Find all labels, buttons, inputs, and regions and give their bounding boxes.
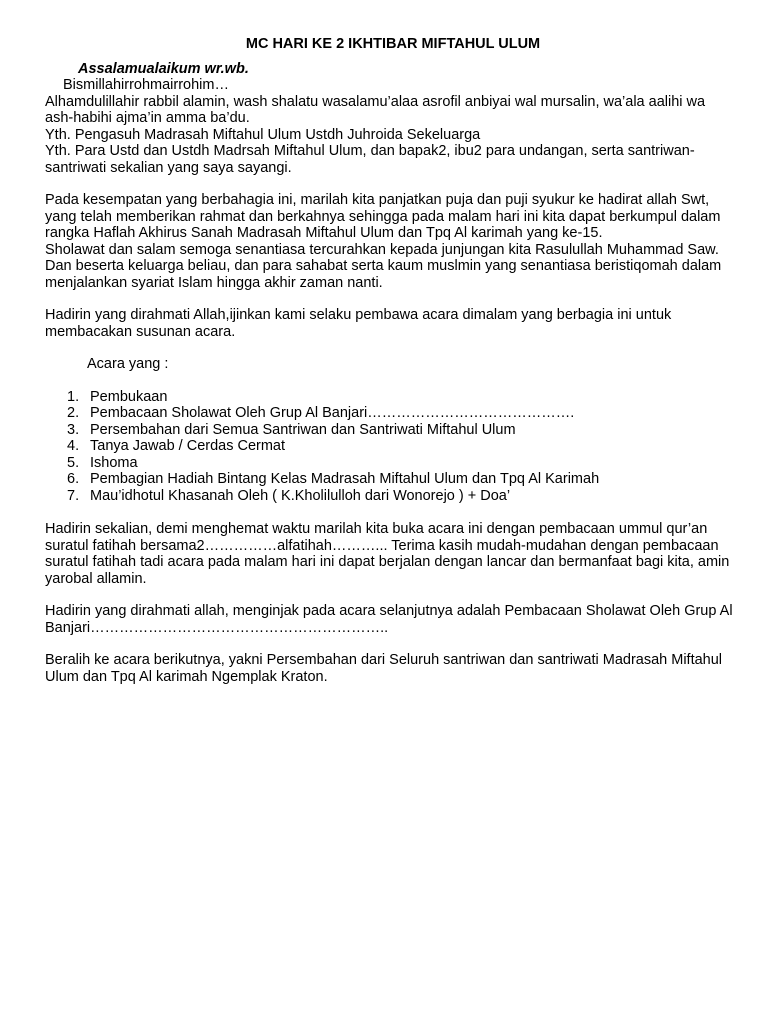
paragraph-sholawat-grup: Hadirin yang dirahmati allah, menginjak pada acara selanjutnya adalah Pembacaan Sholawat Oleh Grup Al Banjari……………………………………………………..	[45, 603, 733, 636]
list-item-text: Pembagian Hadiah Bintang Kelas Madrasah Miftahul Ulum dan Tpq Al Karimah	[90, 471, 600, 487]
list-item-number: 5.	[67, 454, 80, 471]
salam-greeting: Assalamualaikum wr.wb.	[78, 60, 249, 77]
document-title: MC HARI KE 2 IKHTIBAR MIFTAHUL ULUM	[245, 36, 541, 52]
paragraph-izin: Hadirin yang dirahmati Allah,ijinkan kami selaku pembawa acara dimalam yang berbagia ini untuk membacakan susunan acara.	[45, 307, 672, 340]
list-item	[45, 455, 735, 472]
list-item	[45, 422, 735, 439]
list-item	[45, 405, 735, 422]
paragraph-sholawat: Sholawat dan salam semoga senantiasa tercurahkan kepada junjungan kita Rasulullah Muhammad Saw. Dan beserta keluarga beliau, dan para sahabat serta kaum muslmin yang senantiasa beristiqomah dalam menjalankan syariat Islam hingga akhir zaman nanti.	[45, 241, 722, 291]
acara-heading: Acara yang :	[87, 356, 169, 372]
list-item-number: 4.	[67, 438, 80, 454]
list-item-number: 6.	[67, 471, 80, 487]
paragraph-syukur: Pada kesempatan yang berbahagia ini, marilah kita panjatkan puja dan puji syukur ke hadirat allah Swt, yang telah memberikan rahmat dan berkahnya sehingga pada malam hari ini kita dapat berkumpul dalam rangka Haflah Akhirus Sanah Madrasah Miftahul Ulum dan Tpq Al karimah yang ke-15.	[45, 192, 721, 241]
opening-line-alhamdulillah: Alhamdulillahir rabbil alamin, wash shalatu wasalamu’alaa asrofil anbiyai wal mursalin, wa’ala aalihi wa ash-habihi ajma’in amma ba’du.	[45, 93, 706, 126]
list-item	[45, 471, 735, 488]
list-item-text: Ishoma	[90, 454, 138, 471]
bismillah-line: Bismillahirrohmairrohim…	[63, 77, 229, 93]
list-item	[45, 488, 735, 505]
list-item-text: Pembukaan	[90, 388, 168, 405]
acara-list	[45, 389, 735, 505]
list-item-text: Mau’idhotul Khasanah Oleh ( K.Kholilulloh dari Wonorejo ) + Doa’	[90, 487, 511, 504]
list-item-number: 2.	[67, 405, 80, 421]
list-item-number: 7.	[67, 487, 80, 504]
list-item	[45, 438, 735, 455]
opening-line-pengasuh: Yth. Pengasuh Madrasah Miftahul Ulum Ustdh Juhroida Sekeluarga	[45, 126, 481, 143]
paragraph-persembahan: Beralih ke acara berikutnya, yakni Persembahan dari Seluruh santriwan dan santriwati Madrasah Miftahul Ulum dan Tpq Al karimah Ngemplak Kraton.	[45, 652, 723, 685]
list-item-text: Persembahan dari Semua Santriwan dan Santriwati Miftahul Ulum	[90, 421, 516, 438]
list-item-number: 3.	[67, 421, 80, 438]
list-item-number: 1.	[67, 388, 80, 405]
list-item-text: Tanya Jawab / Cerdas Cermat	[90, 438, 286, 454]
paragraph-fatihah: Hadirin sekalian, demi menghemat waktu marilah kita buka acara ini dengan pembacaan ummul qur’an suratul fatihah bersama2……………alfatihah………... Terima kasih mudah-mudahan dengan pembacaan suratul fatihah tadi acara pada malam hari ini dapat berjalan dengan lancar dan bermanfaat bagi kita, amin yarobal allamin.	[45, 521, 730, 587]
document-page	[45, 36, 735, 685]
list-item	[45, 389, 735, 406]
opening-line-para-ustd: Yth. Para Ustd dan Ustdh Madrsah Miftahul Ulum, dan bapak2, ibu2 para undangan, serta santriwan-santriwati sekalian yang saya sayangi.	[45, 143, 695, 176]
list-item-text: Pembacaan Sholawat Oleh Grup Al Banjari…………………………………….	[90, 405, 575, 421]
